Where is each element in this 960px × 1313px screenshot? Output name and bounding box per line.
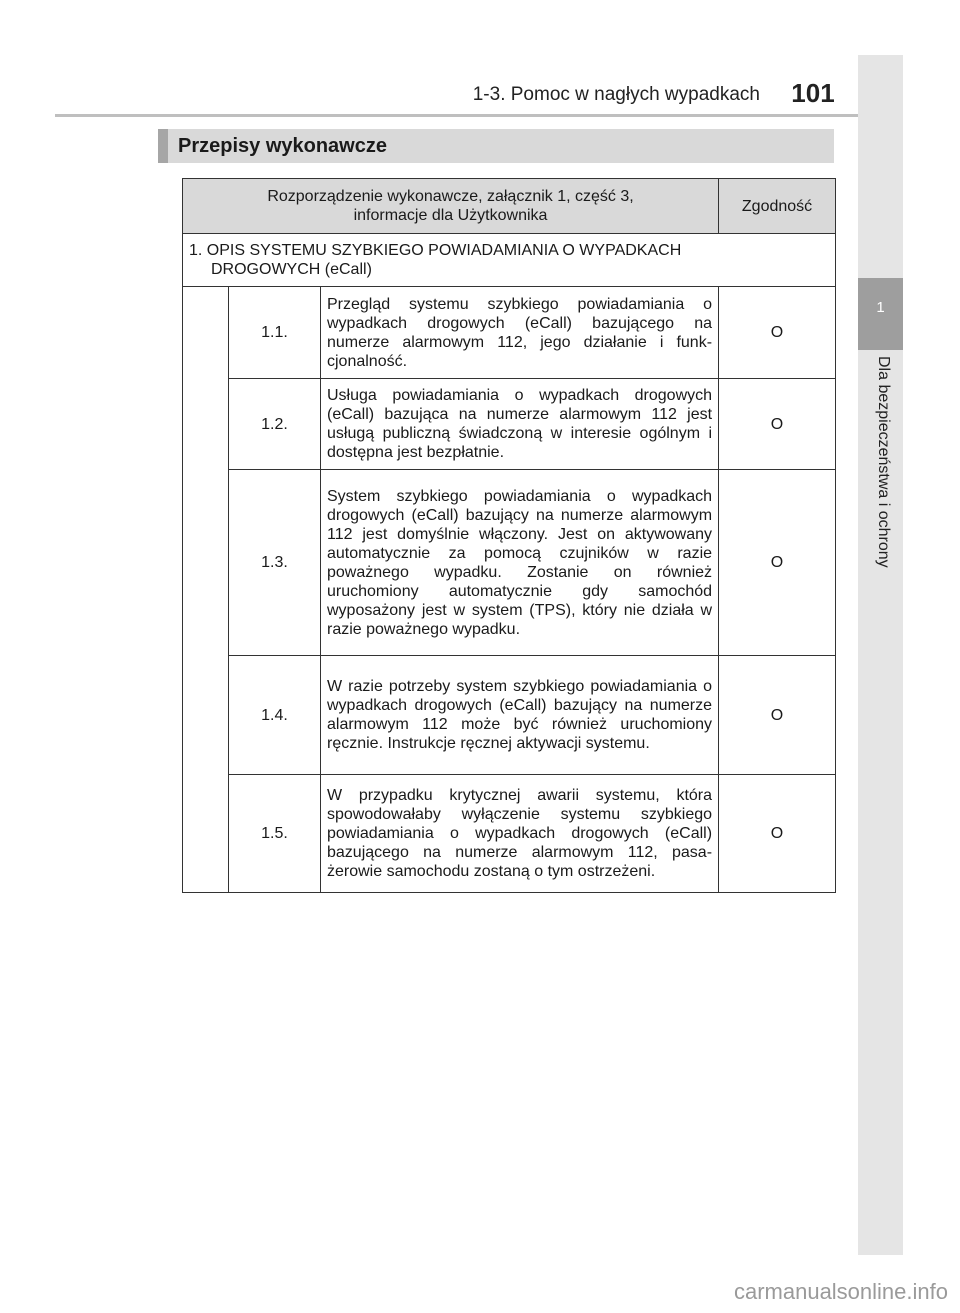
side-strip (858, 55, 903, 1255)
row-mark: O (719, 470, 836, 656)
table-row (183, 775, 836, 893)
row-number: 1.4. (229, 656, 321, 775)
row-mark: O (719, 656, 836, 775)
section-description (183, 234, 836, 287)
watermark: carmanualsonline.info (733, 1279, 948, 1304)
blank-cell (183, 287, 229, 893)
table-row (183, 287, 836, 379)
regulations-table (182, 178, 836, 893)
chapter-tab: 1 (858, 278, 903, 350)
row-mark: O (719, 379, 836, 470)
table-row (183, 656, 836, 775)
row-number: 1.5. (229, 775, 321, 893)
running-header-title: 1-3. Pomoc w nagłych wypadkach (472, 84, 760, 105)
section-line-1: 1. OPIS SYSTEMU SZYBKIEGO POWIADAMIANIA O WYPADKACH (189, 242, 682, 259)
header-rule (55, 114, 903, 117)
row-number: 1.1. (229, 287, 321, 379)
header-line-1: Rozporządzenie wykonawcze, załącznik 1, część 3, (267, 188, 634, 205)
table-header-regulation (183, 179, 719, 234)
row-number: 1.3. (229, 470, 321, 656)
page-number: 101 (791, 78, 835, 108)
header-line-2: informacje dla Użytkownika (353, 207, 548, 224)
row-text: W przypadku krytycznej awarii systemu, która spowodowałaby wyłączenie systemu szybkiego powiadamiania o wypadkach drogowych (eCall) bazującego na numerze alarmowym 112, pasażerowie samochodu zostaną o tym ostrzeżeni. (321, 775, 719, 893)
table-section-row (183, 234, 836, 287)
section-heading: Przepisy wykonawcze (158, 129, 834, 163)
row-mark: O (719, 287, 836, 379)
row-number: 1.2. (229, 379, 321, 470)
row-text: System szybkiego powiadamiania o wypadkach drogowych (eCall) bazujący na numerze alarmowym 112 jest domyślnie włączony. Jest on aktywowany automatycznie za pomocą czujników w razie poważnego wypadku. Zostanie on również uruchomiony automatycznie gdy samochód wyposażony jest w system (TPS), który nie działa w razie poważnego wypadku. (321, 470, 719, 656)
table-header-row (183, 179, 836, 234)
section-line-2: DROGOWYCH (eCall) (211, 261, 372, 278)
row-mark: O (719, 775, 836, 893)
row-text: W razie potrzeby system szybkiego powiadamiania o wypadkach drogowych (eCall) bazujący na numerze alarmowym 112 może być również uruchomiony ręcznie. Instrukcje ręcznej aktywacji systemu. (321, 656, 719, 775)
table-header-compliance: Zgodność (719, 179, 836, 234)
row-text: Przegląd systemu szybkiego powiadamiania o wypadkach drogowych (eCall) bazującego na numerze alarmowym 112, jego działanie i funkcjonalność. (321, 287, 719, 379)
row-text: Usługa powiadamiania o wypadkach drogowych (eCall) bazująca na numerze alarmowym 112 jest usługą publiczną świadczoną w interesie ogólnym i dostępna jest bezpłatnie. (321, 379, 719, 470)
chapter-label: Dla bezpieczeństwa i ochrony (875, 356, 892, 568)
table-row (183, 470, 836, 656)
table-row (183, 379, 836, 470)
